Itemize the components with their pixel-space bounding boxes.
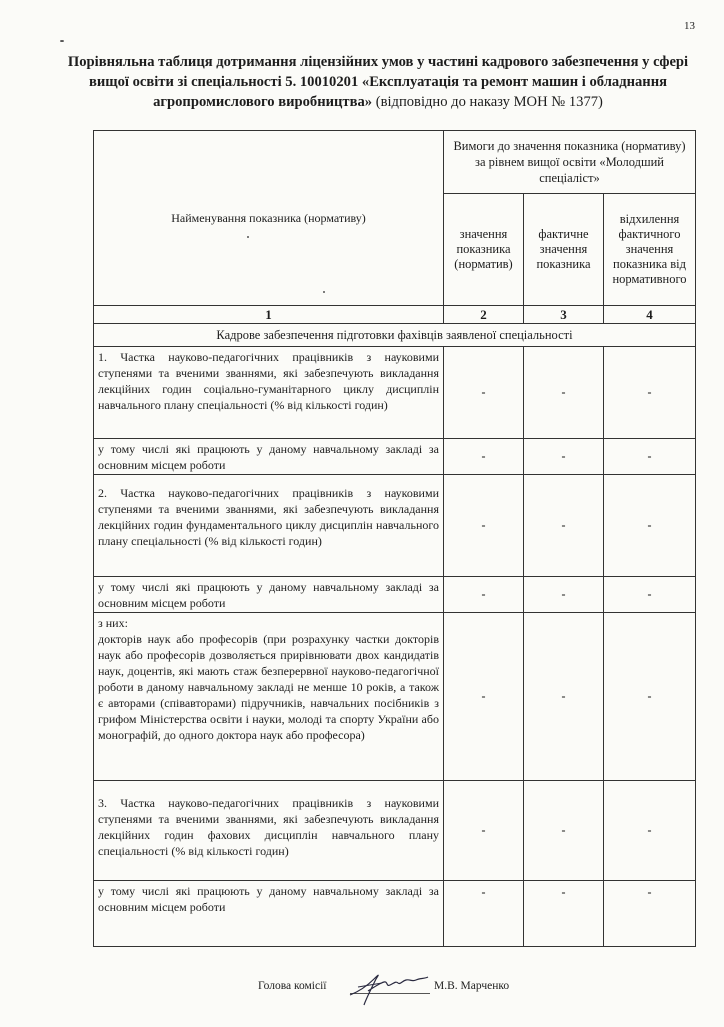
indicator-text: у тому числі які працюють у даному навчальному закладі за основним місцем роботи <box>94 577 444 613</box>
table-row <box>94 577 696 613</box>
indicator-text <box>94 613 444 781</box>
value-cell: - <box>444 613 524 781</box>
table-row <box>94 475 696 577</box>
section-title: Кадрове забезпечення підготовки фахівців заявленої спеціальності <box>94 324 696 347</box>
indicator-text: у тому числі які працюють у даному навчальному закладі за основним місцем роботи <box>94 439 444 475</box>
value-cell: - <box>524 347 604 439</box>
value-cell: - <box>524 439 604 475</box>
page-number: 13 <box>684 20 695 32</box>
indicator-body: докторів наук або професорів (при розрахунку частки докторів наук або професорів дозволяється прирівнювати двох кандидатів наук, доцентів, які мають стаж безперервної науково-педагогічної роботи в даному навчальному закладі не менше 10 років, а також є авторами (співавторами) підручників, навчальних посібників з грифом Міністерства освіти і науки, молоді та спорту України або монографій, до одного доктора наук або професора) <box>98 632 439 742</box>
table-row <box>94 781 696 881</box>
scan-speck <box>60 40 64 42</box>
subheader-deviation: відхилення фактичного значення показника від нормативного <box>604 194 696 306</box>
value-cell: - <box>604 881 696 947</box>
staffing-table <box>93 130 696 947</box>
value-cell: - <box>444 781 524 881</box>
handwritten-signature <box>338 965 438 1009</box>
value-cell: - <box>524 781 604 881</box>
title-bold: Порівняльна таблиця дотримання ліцензійних умов у частині кадрового забезпечення у сфері вищої освіти зі спеціальності 5. 10010201 «Експлуатація та ремонт машин і обладнання агропромислового виробництва» <box>67 54 689 110</box>
indicator-text: 3. Частка науково-педагогічних працівників з науковими ступенями та вченими званнями, які забезпечують викладання лекційних годин фахових дисциплін навчального плану спеціальності (% від кількості годин) <box>94 781 444 881</box>
indicator-text: 1. Частка науково-педагогічних працівників з науковими ступенями та вченими званнями, які забезпечують викладання лекційних годин соціально-гуманітарного циклу дисциплін навчального плану спеціальності (% від кількості годин) <box>94 347 444 439</box>
signature-label: Голова комісії <box>258 980 327 992</box>
signature-block <box>258 977 578 1027</box>
scan-speck <box>323 291 325 293</box>
value-cell: - <box>444 347 524 439</box>
subheader-actual: фактичне значення показника <box>524 194 604 306</box>
table-row <box>94 881 696 947</box>
header-indicator-name: Найменування показника (нормативу) <box>94 131 444 306</box>
value-cell: - <box>444 577 524 613</box>
indicator-text: у тому числі які працюють у даному навчальному закладі за основним місцем роботи <box>94 881 444 947</box>
value-cell: - <box>604 475 696 577</box>
indicator-prefix: з них: <box>98 616 128 630</box>
table-row <box>94 347 696 439</box>
column-number: 3 <box>524 306 604 324</box>
column-number: 1 <box>94 306 444 324</box>
title-normal: (відповідно до наказу МОН № 1377) <box>372 94 603 110</box>
table-row <box>94 439 696 475</box>
value-cell: - <box>444 881 524 947</box>
subheader-norm: значення показника (норматив) <box>444 194 524 306</box>
value-cell: - <box>604 439 696 475</box>
scan-speck <box>247 236 249 238</box>
document-title <box>60 52 696 112</box>
header-requirements: Вимоги до значення показника (нормативу) за рівнем вищої освіти «Молодший спеціаліст» <box>444 131 696 194</box>
value-cell: - <box>604 781 696 881</box>
value-cell: - <box>524 613 604 781</box>
column-number: 2 <box>444 306 524 324</box>
value-cell: - <box>444 439 524 475</box>
value-cell: - <box>524 577 604 613</box>
value-cell: - <box>444 475 524 577</box>
indicator-text: 2. Частка науково-педагогічних працівників з науковими ступенями та вченими званнями, які забезпечують викладання лекційних годин фундаментального циклу дисциплін навчального плану спеціальності (% від кількості годин) <box>94 475 444 577</box>
value-cell: - <box>524 881 604 947</box>
value-cell: - <box>524 475 604 577</box>
value-cell: - <box>604 347 696 439</box>
signatory-name: М.В. Марченко <box>434 980 510 992</box>
table-row <box>94 613 696 781</box>
value-cell: - <box>604 577 696 613</box>
value-cell: - <box>604 613 696 781</box>
column-number: 4 <box>604 306 696 324</box>
